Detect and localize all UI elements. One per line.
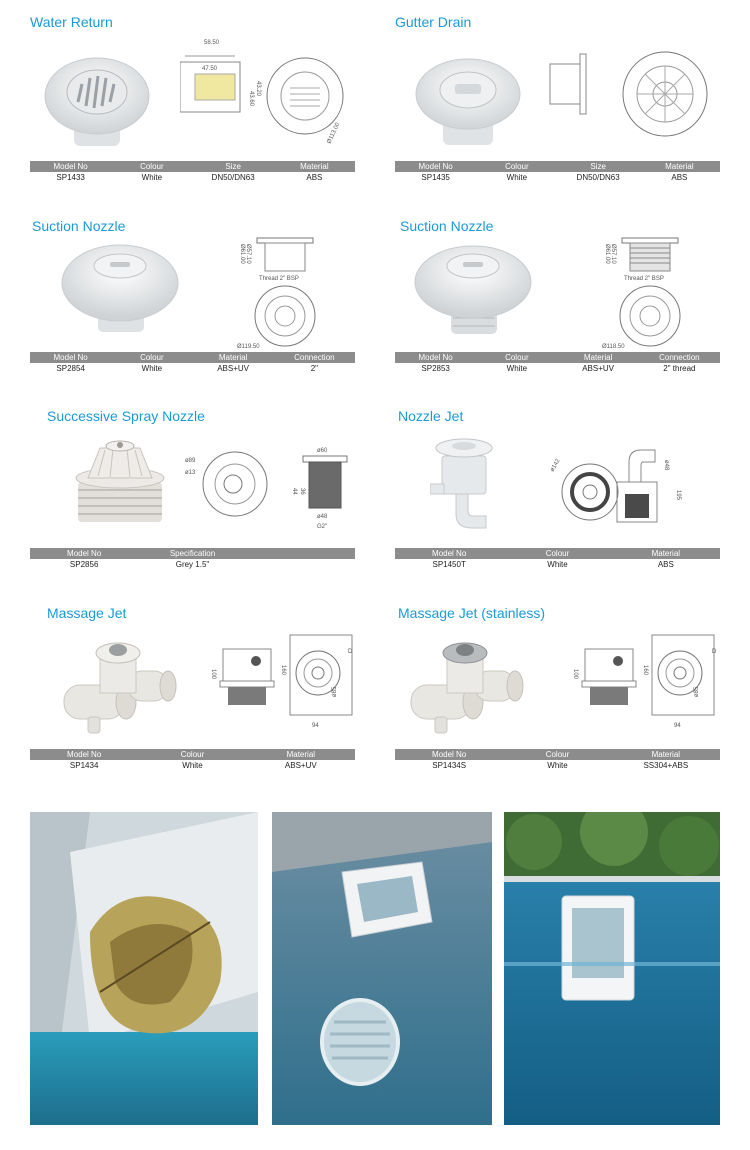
svg-text:36: 36 bbox=[299, 488, 305, 495]
svg-text:ø142: ø142 bbox=[549, 458, 562, 473]
product-title: Massage Jet bbox=[47, 605, 127, 621]
spec-table bbox=[395, 161, 720, 184]
product-title: Successive Spray Nozzle bbox=[47, 408, 205, 424]
massage-jet-photo bbox=[60, 637, 180, 737]
svg-text:43.20: 43.20 bbox=[255, 81, 261, 97]
svg-text:ø89: ø89 bbox=[185, 458, 196, 464]
spec-table bbox=[30, 352, 355, 375]
svg-text:D: D bbox=[348, 649, 353, 655]
svg-text:Ø113.00: Ø113.00 bbox=[326, 121, 342, 145]
svg-text:160: 160 bbox=[642, 665, 648, 676]
spec-values: SP2856 Grey 1.5" bbox=[69, 560, 210, 569]
product-successive-spray-nozzle bbox=[30, 408, 355, 593]
spec-header: Model No Colour Material Connection bbox=[395, 352, 720, 363]
spec-values: SP1435 White DN50/DN63 ABS bbox=[421, 173, 688, 182]
product-gutter-drain bbox=[395, 14, 720, 199]
product-massage-jet bbox=[30, 605, 355, 790]
svg-text:ø85: ø85 bbox=[694, 686, 700, 697]
svg-text:44: 44 bbox=[291, 488, 297, 495]
product-suction-nozzle bbox=[30, 218, 355, 403]
product-title: Water Return bbox=[30, 14, 113, 30]
skimmer-leaf-photo bbox=[30, 812, 258, 1125]
spec-table bbox=[395, 749, 720, 772]
spec-table bbox=[395, 352, 720, 375]
spec-header: Model No Colour Material bbox=[30, 749, 355, 760]
product-nozzle-jet bbox=[395, 408, 720, 593]
product-title: Nozzle Jet bbox=[398, 408, 464, 424]
svg-text:Ø118.50: Ø118.50 bbox=[602, 344, 625, 350]
svg-text:Ø61.00: Ø61.00 bbox=[604, 244, 610, 264]
svg-text:Ø119.50: Ø119.50 bbox=[237, 344, 260, 350]
svg-text:47.50: 47.50 bbox=[202, 66, 218, 72]
spec-table bbox=[30, 749, 355, 772]
suction-nozzle-photo bbox=[60, 238, 180, 338]
product-water-return bbox=[30, 14, 355, 199]
product-title: Gutter Drain bbox=[395, 14, 472, 30]
massage-jet-stainless-photo bbox=[407, 637, 527, 737]
spec-table bbox=[30, 161, 355, 184]
svg-text:58.50: 58.50 bbox=[204, 40, 220, 46]
spec-values: SP1434S White SS304+ABS bbox=[432, 761, 689, 770]
svg-text:100: 100 bbox=[572, 669, 578, 680]
svg-text:160: 160 bbox=[280, 665, 286, 676]
product-title: Massage Jet (stainless) bbox=[398, 605, 546, 621]
product-title: Suction Nozzle bbox=[400, 218, 494, 234]
nozzle-jet-drawing bbox=[545, 442, 720, 538]
massage-jet-drawing bbox=[208, 629, 355, 733]
spec-values: SP2854 White ABS+UV 2" bbox=[56, 364, 319, 373]
water-return-drawing bbox=[180, 36, 355, 156]
spray-nozzle-photo bbox=[70, 434, 170, 524]
skimmer-pool-photo bbox=[504, 812, 720, 1125]
suction-nozzle-thread-drawing bbox=[600, 236, 720, 351]
svg-text:ø85: ø85 bbox=[332, 686, 338, 697]
product-suction-nozzle-thread bbox=[395, 218, 720, 403]
massage-jet-stainless-drawing bbox=[570, 629, 720, 733]
spec-header: Model No Colour Size Material bbox=[30, 161, 355, 172]
svg-text:D: D bbox=[712, 649, 717, 655]
spec-header: Model No Colour Size Material bbox=[395, 161, 720, 172]
svg-text:Ø57.10: Ø57.10 bbox=[610, 244, 616, 264]
suction-nozzle-thread-photo bbox=[413, 240, 533, 340]
svg-text:94: 94 bbox=[312, 723, 319, 729]
spec-header: Model No Colour Material bbox=[395, 548, 720, 559]
nozzle-jet-photo bbox=[430, 436, 505, 536]
svg-text:Ø57.10: Ø57.10 bbox=[245, 244, 251, 264]
svg-text:100: 100 bbox=[210, 669, 216, 680]
spray-nozzle-drawing bbox=[185, 444, 355, 544]
spec-table bbox=[395, 548, 720, 571]
svg-text:Ø61.00: Ø61.00 bbox=[239, 244, 245, 264]
water-return-photo bbox=[42, 56, 152, 156]
spec-values: SP1434 White ABS+UV bbox=[69, 761, 317, 770]
spec-header: Model No Colour Material bbox=[395, 749, 720, 760]
spec-header: Model No Specification bbox=[30, 548, 355, 559]
suction-nozzle-drawing bbox=[235, 236, 355, 351]
svg-text:Thread 2" BSP: Thread 2" BSP bbox=[259, 276, 299, 282]
spec-table bbox=[30, 548, 355, 571]
svg-text:195: 195 bbox=[675, 490, 681, 501]
svg-text:ø13: ø13 bbox=[185, 470, 196, 476]
svg-text:ø60: ø60 bbox=[317, 448, 328, 454]
product-massage-jet-stainless bbox=[395, 605, 720, 790]
spec-values: SP1433 White DN50/DN63 ABS bbox=[56, 173, 323, 182]
skimmer-wall-photo bbox=[272, 812, 492, 1125]
svg-text:94: 94 bbox=[674, 723, 681, 729]
svg-text:ø48: ø48 bbox=[663, 460, 669, 471]
spec-values: SP1450T White ABS bbox=[432, 560, 674, 569]
svg-text:G2": G2" bbox=[317, 524, 328, 530]
svg-text:ø48: ø48 bbox=[317, 514, 328, 520]
spec-values: SP2853 White ABS+UV 2" thread bbox=[421, 364, 696, 373]
gutter-drain-photo bbox=[413, 56, 523, 151]
svg-text:Thread 2" BSP: Thread 2" BSP bbox=[624, 276, 664, 282]
gutter-drain-drawing bbox=[545, 44, 720, 154]
spec-header: Model No Colour Material Connection bbox=[30, 352, 355, 363]
product-title: Suction Nozzle bbox=[32, 218, 126, 234]
svg-text:43.60: 43.60 bbox=[248, 91, 254, 107]
